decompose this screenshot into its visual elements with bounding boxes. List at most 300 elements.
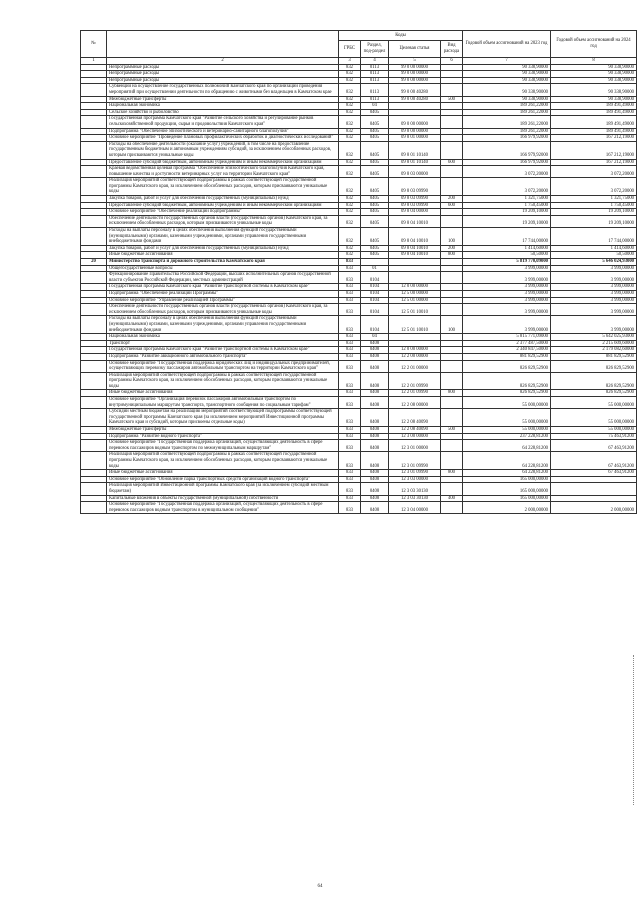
row-number xyxy=(81,215,107,227)
row-value-2023: 165 000,00000 xyxy=(463,495,551,502)
row-name: Основное мероприятие "Обеспечение реализации подпрограммы" xyxy=(107,209,339,216)
row-grbs: 832 xyxy=(339,196,361,203)
row-value-2024: 17 744,00000 xyxy=(551,228,637,246)
row-target: 09 8 01 10140 xyxy=(389,159,441,166)
index-cell: 7 xyxy=(463,58,551,65)
row-type xyxy=(441,116,463,128)
table-row xyxy=(81,334,637,341)
row-number xyxy=(81,340,107,347)
row-value-2024: 90 338,90000 xyxy=(551,96,637,103)
row-type xyxy=(441,353,463,360)
row-section: 0408 xyxy=(361,495,389,502)
table-row xyxy=(81,284,637,291)
table-row xyxy=(81,304,637,316)
row-target: 09 8 01 10140 xyxy=(389,141,441,159)
table-row xyxy=(81,316,637,334)
row-name: Функционирование Правительства Российской Федерации, высших исполнительных органов государственной власти субъектов Российской Федерации, местных администраций xyxy=(107,272,339,284)
row-section: 0408 xyxy=(361,452,389,470)
row-grbs: 833 xyxy=(339,452,361,470)
row-value-2023: 189 261,22000 xyxy=(463,103,551,110)
row-value-2024: 90 338,90000 xyxy=(551,84,637,96)
header-grbs: ГРБС xyxy=(339,41,361,58)
table-row xyxy=(81,297,637,304)
row-value-2024: 50,50000 xyxy=(551,252,637,259)
table-row xyxy=(81,159,637,166)
row-value-2024: 189 491,49000 xyxy=(551,103,637,110)
table-row xyxy=(81,178,637,196)
row-target: 12 3 01 09990 xyxy=(389,470,441,477)
row-target xyxy=(389,272,441,284)
row-value-2023: 5 815 771,09000 xyxy=(463,334,551,341)
row-name: Межбюджетные трансферты xyxy=(107,96,339,103)
row-value-2024: 5 642 025,93000 xyxy=(551,334,637,341)
row-target: 09 8 04 10010 xyxy=(389,215,441,227)
row-type: 200 xyxy=(441,196,463,203)
row-grbs: 832 xyxy=(339,96,361,103)
row-grbs: 833 xyxy=(339,353,361,360)
row-value-2023: 3 999,00000 xyxy=(463,304,551,316)
row-target: 99 0 00 00000 xyxy=(389,64,441,71)
row-target xyxy=(389,259,441,266)
row-name: Субвенции на осуществление государственных полномочий Камчатского края по организации проведения мероприятий при осуществлении деятельности по обращению с животными без владельцев в Камчатском крае xyxy=(107,84,339,96)
table-row xyxy=(81,215,637,227)
row-section: 0104 xyxy=(361,316,389,334)
row-type xyxy=(441,397,463,409)
row-number xyxy=(81,297,107,304)
row-section: 0405 xyxy=(361,141,389,159)
row-section: 0408 xyxy=(361,353,389,360)
table-row xyxy=(81,209,637,216)
row-section: 0405 xyxy=(361,178,389,196)
row-section: 0405 xyxy=(361,159,389,166)
row-type xyxy=(441,334,463,341)
table-row xyxy=(81,340,637,347)
row-section: 0408 xyxy=(361,340,389,347)
row-name: Обеспечение деятельности государственных органов власти (государственных органов) Камчатского края, за исключением обособленных расходов, которым присваиваются уникальные коды xyxy=(107,304,339,316)
row-name: Сельское хозяйство и рыболовство xyxy=(107,109,339,116)
row-type xyxy=(441,109,463,116)
row-value-2023: 189 261,22000 xyxy=(463,116,551,128)
row-target: 09 8 03 00000 xyxy=(389,166,441,178)
row-value-2023: 90 338,90000 xyxy=(463,96,551,103)
row-type: 200 xyxy=(441,245,463,252)
row-grbs: 833 xyxy=(339,290,361,297)
row-target: 12 3 04 00000 xyxy=(389,502,441,514)
row-number xyxy=(81,495,107,502)
table-row xyxy=(81,116,637,128)
row-grbs: 832 xyxy=(339,84,361,96)
row-number xyxy=(81,202,107,209)
row-grbs: 833 xyxy=(339,304,361,316)
row-section: 0405 xyxy=(361,166,389,178)
row-value-2024: 3 999,00000 xyxy=(551,272,637,284)
row-value-2024: 19 209,10000 xyxy=(551,215,637,227)
row-section: 0408 xyxy=(361,433,389,440)
row-number xyxy=(81,427,107,434)
row-grbs: 832 xyxy=(339,135,361,142)
row-value-2023: 55 000,00000 xyxy=(463,409,551,427)
row-number xyxy=(81,116,107,128)
row-section: 0405 xyxy=(361,215,389,227)
row-value-2023: 166 979,92000 xyxy=(463,135,551,142)
row-target: 12 3 01 00000 xyxy=(389,440,441,452)
row-type xyxy=(441,77,463,84)
row-value-2024: 189 491,49000 xyxy=(551,128,637,135)
row-value-2023: 881 829,52900 xyxy=(463,353,551,360)
row-type xyxy=(441,409,463,427)
row-grbs: 833 xyxy=(339,427,361,434)
table-row xyxy=(81,470,637,477)
row-type: 800 xyxy=(441,470,463,477)
row-name: Расходы на выплаты персоналу в целях обеспечения выполнения функций государственными (муниципальными) органами, казенными учреждениями, органами управления государственными внебюджетными фондами xyxy=(107,316,339,334)
row-type xyxy=(441,360,463,372)
row-name: Министерство транспорта и дорожного строительства Камчатского края xyxy=(107,259,339,266)
row-number xyxy=(81,360,107,372)
row-section: 0113 xyxy=(361,96,389,103)
row-value-2024: 2 000,00000 xyxy=(551,502,637,514)
row-value-2024: 67 463,91200 xyxy=(551,470,637,477)
row-number xyxy=(81,109,107,116)
row-section: 0113 xyxy=(361,71,389,78)
table-row xyxy=(81,347,637,354)
table-row xyxy=(81,109,637,116)
row-number xyxy=(81,141,107,159)
row-value-2024: 167 212,19000 xyxy=(551,141,637,159)
row-name: Предоставление субсидий бюджетным, автономным учреждениям и иным некоммерческим организациям xyxy=(107,159,339,166)
row-name: Расходы на выплаты персоналу в целях обеспечения выполнения функций государственными (муниципальными) органами, казенными учреждениями, органами управления государственными внебюджетными фондами xyxy=(107,228,339,246)
row-number xyxy=(81,245,107,252)
row-value-2023: 166 979,92000 xyxy=(463,141,551,159)
row-target: 09 8 04 10010 xyxy=(389,252,441,259)
row-target: 12 0 00 00000 xyxy=(389,284,441,291)
row-grbs: 833 xyxy=(339,483,361,495)
row-number xyxy=(81,304,107,316)
index-cell: 4 xyxy=(361,58,389,65)
table-row xyxy=(81,64,637,71)
row-type xyxy=(441,290,463,297)
row-section: 0405 xyxy=(361,116,389,128)
row-value-2023: 189 261,22000 xyxy=(463,109,551,116)
row-value-2024: 55 000,00000 xyxy=(551,397,637,409)
row-grbs: 833 xyxy=(339,397,361,409)
row-name: Межбюджетные трансферты xyxy=(107,427,339,434)
row-value-2023: 64 228,81200 xyxy=(463,440,551,452)
row-grbs: 833 xyxy=(339,433,361,440)
row-number xyxy=(81,372,107,390)
header-type: Вид расхода xyxy=(441,41,463,58)
table-row xyxy=(81,397,637,409)
row-type xyxy=(441,340,463,347)
row-grbs: 832 xyxy=(339,64,361,71)
row-value-2023: 1 321,75000 xyxy=(463,196,551,203)
row-value-2024: 3 999,00000 xyxy=(551,316,637,334)
row-section: 0408 xyxy=(361,483,389,495)
row-name: Иные бюджетные ассигнования xyxy=(107,252,339,259)
row-name: Иные бюджетные ассигнования xyxy=(107,390,339,397)
row-type: 600 xyxy=(441,202,463,209)
row-value-2023: 189 261,22000 xyxy=(463,128,551,135)
row-value-2023: 5 819 770,09000 xyxy=(463,259,551,266)
row-value-2024: 826 829,52900 xyxy=(551,372,637,390)
row-value-2024: 67 463,91200 xyxy=(551,440,637,452)
row-name: Иные бюджетные ассигнования xyxy=(107,470,339,477)
row-number xyxy=(81,452,107,470)
row-value-2024: 3 072,20000 xyxy=(551,178,637,196)
header-target: Целевая статья xyxy=(389,41,441,58)
row-target: 12 0 00 00000 xyxy=(389,347,441,354)
header-year-2024: Годовой объем ассигнований на 2024 год xyxy=(551,31,637,58)
budget-table-sheet xyxy=(80,30,636,514)
row-name: Реализация мероприятий соответствующей подпрограммы в рамках соответствующей государственной программы Камчатского края, за исключением обособленных расходов, которым присваиваются уникальные коды xyxy=(107,372,339,390)
row-value-2023: 55 000,00000 xyxy=(463,397,551,409)
row-name: Непрограммные расходы xyxy=(107,64,339,71)
row-target: 99 0 00 00000 xyxy=(389,77,441,84)
row-grbs: 832 xyxy=(339,159,361,166)
row-target: 12 2 01 09990 xyxy=(389,390,441,397)
row-number xyxy=(81,390,107,397)
table-row xyxy=(81,483,637,495)
row-type xyxy=(441,433,463,440)
row-target: 09 8 04 10010 xyxy=(389,228,441,246)
row-target: 09 8 00 00000 xyxy=(389,128,441,135)
row-name: Основное мероприятие "Проведение плановых профилактических обработок и диагностических исследований" xyxy=(107,135,339,142)
table-row xyxy=(81,228,637,246)
row-number xyxy=(81,135,107,142)
row-name: Реализация мероприятий соответствующей подпрограммы в рамках соответствующей государственной программы Камчатского края, за исключением обособленных расходов, которым присваиваются уникальные коды xyxy=(107,178,339,196)
row-name: Транспорт xyxy=(107,340,339,347)
row-target: 12 3 03 30130 xyxy=(389,483,441,495)
row-target: 12 3 03 30130 xyxy=(389,495,441,502)
row-value-2024: 90 338,90000 xyxy=(551,64,637,71)
row-value-2024: 826 829,52900 xyxy=(551,390,637,397)
row-name: Капитальные вложения в объекты государственной (муниципальной) собственности xyxy=(107,495,339,502)
row-name: Предоставление субсидий бюджетным, автономным учреждениям и иным некоммерческим организациям xyxy=(107,202,339,209)
row-target xyxy=(389,103,441,110)
row-target: 09 8 03 09990 xyxy=(389,196,441,203)
row-section: 0408 xyxy=(361,440,389,452)
row-target: 12 2 00 00000 xyxy=(389,353,441,360)
row-grbs: 832 xyxy=(339,128,361,135)
row-section: 0405 xyxy=(361,128,389,135)
row-number xyxy=(81,483,107,495)
row-number xyxy=(81,433,107,440)
row-section: 0405 xyxy=(361,202,389,209)
row-type xyxy=(441,265,463,272)
row-value-2024: 1 750,45000 xyxy=(551,202,637,209)
row-value-2023: 2 000,00000 xyxy=(463,502,551,514)
row-grbs: 833 xyxy=(339,272,361,284)
row-target xyxy=(389,334,441,341)
row-target xyxy=(389,340,441,347)
row-value-2024: 67 463,91200 xyxy=(551,452,637,470)
row-name: Основное мероприятие "Управление реализацией Программы" xyxy=(107,297,339,304)
row-grbs: 832 xyxy=(339,109,361,116)
row-section: 04 xyxy=(361,103,389,110)
row-type xyxy=(441,135,463,142)
row-value-2023: 90 338,90000 xyxy=(463,71,551,78)
row-section: 0405 xyxy=(361,228,389,246)
row-value-2024: 55 000,00000 xyxy=(551,409,637,427)
row-type xyxy=(441,84,463,96)
row-value-2024: 3 999,00000 xyxy=(551,304,637,316)
header-year-2023: Годовой объем ассигнований на 2023 год xyxy=(463,31,551,58)
row-type xyxy=(441,304,463,316)
row-section: 0408 xyxy=(361,347,389,354)
row-grbs: 833 xyxy=(339,470,361,477)
row-number xyxy=(81,440,107,452)
row-value-2023: 165 000,00000 xyxy=(463,483,551,495)
row-name: Подпрограмма "Развитие водного транспорта" xyxy=(107,433,339,440)
row-type xyxy=(441,128,463,135)
row-value-2023: 826 829,52900 xyxy=(463,390,551,397)
row-grbs: 833 xyxy=(339,334,361,341)
row-type: 500 xyxy=(441,96,463,103)
row-number xyxy=(81,470,107,477)
row-value-2024: 75 463,91200 xyxy=(551,433,637,440)
index-cell: 6 xyxy=(441,58,463,65)
row-number xyxy=(81,265,107,272)
row-section: 0408 xyxy=(361,427,389,434)
row-type xyxy=(441,259,463,266)
row-value-2023: 50,50000 xyxy=(463,252,551,259)
row-name: Основное мероприятие "Государственная поддержка организаций, осуществляющих деятельность в сфере перевозок пассажиров водным транспортом по межмуниципальным маршрутам" xyxy=(107,440,339,452)
row-value-2024: 55 000,00000 xyxy=(551,427,637,434)
row-value-2024: 3 999,00000 xyxy=(551,284,637,291)
row-grbs: 832 xyxy=(339,215,361,227)
row-value-2023: 2 340 847,50000 xyxy=(463,347,551,354)
row-name: Непрограммные расходы xyxy=(107,71,339,78)
table-row xyxy=(81,103,637,110)
row-number xyxy=(81,316,107,334)
row-value-2023: 55 000,00000 xyxy=(463,427,551,434)
table-body xyxy=(81,64,637,514)
row-value-2023: 90 338,90000 xyxy=(463,84,551,96)
row-value-2024: 2 215 609,60000 xyxy=(551,340,637,347)
table-row xyxy=(81,353,637,360)
header-section: Раздел, под-раздел xyxy=(361,41,389,58)
row-type xyxy=(441,483,463,495)
row-type: 600 xyxy=(441,159,463,166)
row-target: 12 2 01 09990 xyxy=(389,372,441,390)
row-name: Закупка товаров, работ и услуг для обеспечения государственных (муниципальных) нужд xyxy=(107,245,339,252)
row-value-2023: 3 999,00000 xyxy=(463,265,551,272)
row-name: Национальная экономика xyxy=(107,334,339,341)
row-section: 0104 xyxy=(361,272,389,284)
row-grbs: 832 xyxy=(339,228,361,246)
row-target: 09 8 01 00000 xyxy=(389,135,441,142)
row-type: 100 xyxy=(441,228,463,246)
index-cell: 8 xyxy=(551,58,637,65)
row-grbs: 833 xyxy=(339,390,361,397)
row-name: Подпрограмма "Обеспечение эпизоотического и ветеринарно-санитарного благополучия" xyxy=(107,128,339,135)
row-type xyxy=(441,71,463,78)
row-type xyxy=(441,502,463,514)
row-value-2024: 3 999,00000 xyxy=(551,265,637,272)
row-number xyxy=(81,159,107,166)
row-target xyxy=(389,265,441,272)
row-number xyxy=(81,353,107,360)
row-number xyxy=(81,397,107,409)
row-value-2024: 19 209,10000 xyxy=(551,209,637,216)
index-cell: 3 xyxy=(339,58,361,65)
row-value-2023: 64 228,81200 xyxy=(463,470,551,477)
row-type xyxy=(441,64,463,71)
row-target: 09 8 03 09990 xyxy=(389,202,441,209)
row-grbs: 833 xyxy=(339,360,361,372)
row-grbs: 832 xyxy=(339,252,361,259)
row-target: 12 5 01 00000 xyxy=(389,297,441,304)
row-target: 12 3 00 00000 xyxy=(389,433,441,440)
row-target: 09 0 00 00000 xyxy=(389,116,441,128)
row-value-2023: 826 829,52900 xyxy=(463,360,551,372)
index-cell: 5 xyxy=(389,58,441,65)
row-target: 09 8 03 09990 xyxy=(389,178,441,196)
row-name: Государственная программа Камчатского края "Развитие транспортной системы в Камчатском крае" xyxy=(107,347,339,354)
row-value-2023: 1 750,45000 xyxy=(463,202,551,209)
row-number xyxy=(81,128,107,135)
row-section: 0405 xyxy=(361,252,389,259)
row-type xyxy=(441,347,463,354)
table-row xyxy=(81,84,637,96)
row-value-2023: 165 000,00000 xyxy=(463,476,551,483)
row-section: 0408 xyxy=(361,360,389,372)
row-value-2024: 826 829,52900 xyxy=(551,360,637,372)
header-index-row xyxy=(81,58,637,65)
row-value-2024: 167 212,19000 xyxy=(551,159,637,166)
row-value-2024: 3 999,00000 xyxy=(551,297,637,304)
row-grbs: 833 xyxy=(339,284,361,291)
table-row xyxy=(81,390,637,397)
row-grbs: 832 xyxy=(339,103,361,110)
table-row xyxy=(81,245,637,252)
row-grbs: 832 xyxy=(339,245,361,252)
row-section: 0405 xyxy=(361,209,389,216)
row-type xyxy=(441,372,463,390)
row-number xyxy=(81,96,107,103)
row-type xyxy=(441,166,463,178)
row-type xyxy=(441,209,463,216)
table-row xyxy=(81,495,637,502)
row-value-2024: 3 999,00000 xyxy=(551,290,637,297)
row-grbs: 833 xyxy=(339,502,361,514)
row-value-2024: 881 829,52900 xyxy=(551,353,637,360)
row-section: 0405 xyxy=(361,135,389,142)
row-name: Непрограммные расходы xyxy=(107,77,339,84)
row-value-2023: 1 414,60000 xyxy=(463,245,551,252)
table-row xyxy=(81,433,637,440)
table-row xyxy=(81,96,637,103)
row-section: 01 xyxy=(361,265,389,272)
row-value-2024: 90 338,90000 xyxy=(551,71,637,78)
row-number xyxy=(81,103,107,110)
row-value-2024: 2 179 082,60000 xyxy=(551,347,637,354)
row-number xyxy=(81,84,107,96)
row-value-2023: 3 072,20000 xyxy=(463,166,551,178)
row-value-2024 xyxy=(551,483,637,495)
row-section: 0408 xyxy=(361,372,389,390)
row-type xyxy=(441,178,463,196)
row-type xyxy=(441,215,463,227)
row-type: 100 xyxy=(441,316,463,334)
row-type: 800 xyxy=(441,252,463,259)
row-target: 12 2 08 40090 xyxy=(389,409,441,427)
row-grbs: 832 xyxy=(339,202,361,209)
row-type xyxy=(441,476,463,483)
row-number xyxy=(81,71,107,78)
table-row xyxy=(81,409,637,427)
row-section: 0104 xyxy=(361,297,389,304)
row-grbs: 833 xyxy=(339,495,361,502)
